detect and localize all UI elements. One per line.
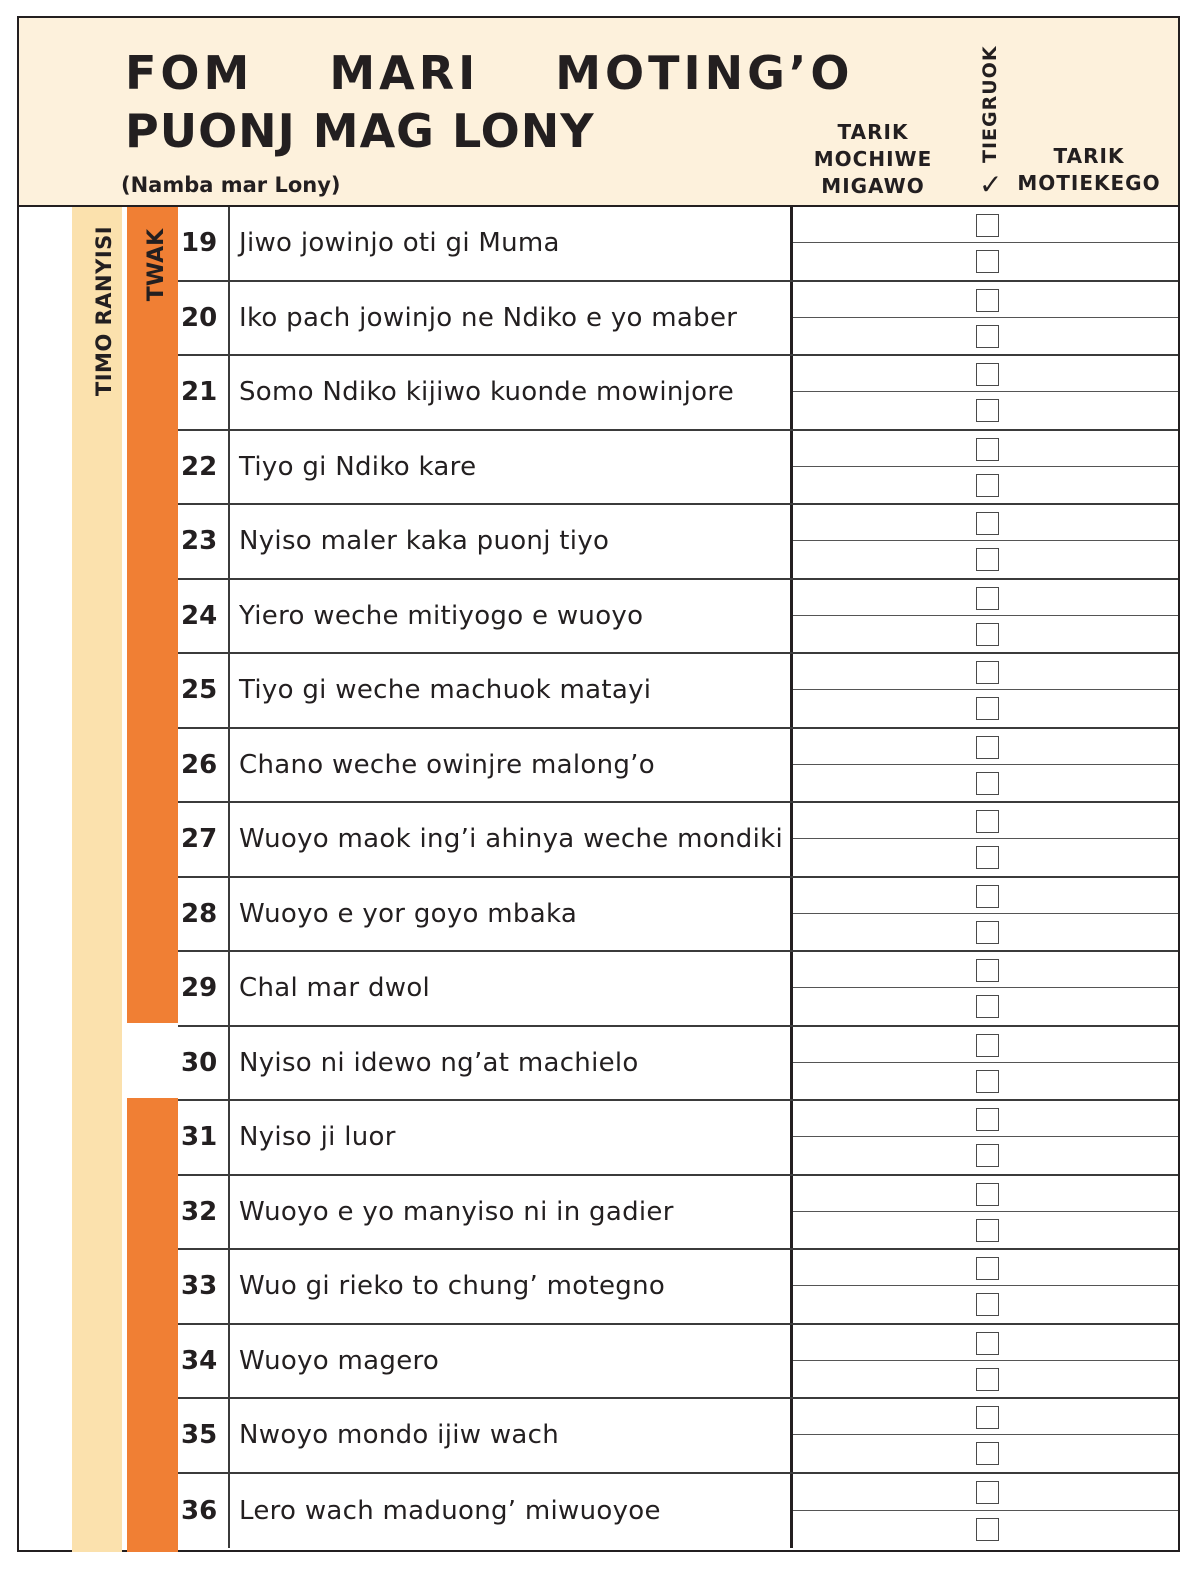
tracking-subrow [793,580,1178,616]
lesson-title: Nwoyo mondo ijiw wach [239,1420,560,1451]
lesson-row [178,356,1178,431]
tracking-subrow [793,207,1178,243]
column-divider [228,878,230,951]
lesson-title: Somo Ndiko kijiwo kuonde mowinjore [239,377,735,408]
tracking-subrow [793,765,1178,801]
exercise-checkbox[interactable] [976,548,999,571]
tracking-subrow [793,729,1178,765]
lesson-number: 30 [181,1047,218,1078]
tracking-subrow [793,1435,1178,1471]
exercise-checkbox[interactable] [976,623,999,646]
lesson-number: 21 [181,377,218,408]
exercise-checkbox[interactable] [976,697,999,720]
lesson-tracking-cells [790,1250,1178,1323]
lesson-tracking-cells [790,1325,1178,1398]
lesson-tracking-cells [790,803,1178,876]
column-divider [228,729,230,802]
lesson-row [178,282,1178,357]
exercise-checkbox[interactable] [976,1332,999,1355]
exercise-checkbox[interactable] [976,1257,999,1280]
tracking-subrow [793,1399,1178,1435]
category-band-inner [127,207,178,1023]
tracking-subrow [793,1176,1178,1212]
lesson-row [178,1474,1178,1549]
lesson-title: Nyiso ji luor [239,1122,396,1153]
exercise-checkbox[interactable] [976,363,999,386]
lesson-number: 35 [181,1420,218,1451]
lesson-title: Jiwo jowinjo oti gi Muma [239,228,560,259]
lesson-number: 25 [181,675,218,706]
lesson-title: Yiero weche mitiyogo e wuoyo [239,600,644,631]
lesson-title: Nyiso ni idewo ng’at machielo [239,1047,639,1078]
column-divider [228,1474,230,1549]
lesson-tracking-cells [790,654,1178,727]
column-divider [228,431,230,504]
lesson-row [178,1325,1178,1400]
tracking-subrow [793,1137,1178,1173]
exercise-checkbox[interactable] [976,1034,999,1057]
exercise-checkbox[interactable] [976,995,999,1018]
lesson-row [178,878,1178,953]
tracking-subrow [793,467,1178,503]
exercise-checkbox[interactable] [976,587,999,610]
exercise-checkbox[interactable] [976,214,999,237]
tracking-subrow [793,541,1178,577]
tracking-subrow [793,243,1178,279]
exercise-checkbox[interactable] [976,772,999,795]
exercise-checkbox[interactable] [976,399,999,422]
form-header [19,18,1178,207]
lesson-number: 34 [181,1345,218,1376]
column-header-date-assigned: TARIK MOCHIWE MIGAWO [813,120,933,198]
lesson-number: 27 [181,824,218,855]
exercise-checkbox[interactable] [976,250,999,273]
exercise-checkbox[interactable] [976,289,999,312]
tracking-subrow [793,282,1178,318]
column-divider [228,654,230,727]
lesson-tracking-cells [790,878,1178,951]
lesson-row [178,1399,1178,1474]
tracking-subrow [793,1027,1178,1063]
column-divider [228,1027,230,1100]
exercise-checkbox[interactable] [976,1442,999,1465]
lesson-number: 19 [181,228,218,259]
lesson-title: Lero wach maduong’ miwuoyoe [239,1495,661,1526]
category-band-inner-label: TWAK [144,228,169,302]
lesson-tracking-cells [790,1474,1178,1549]
form-title-line-2: PUONJ MAG LONY [125,104,595,158]
column-divider [228,356,230,429]
lesson-title: Wuoyo magero [239,1345,440,1376]
column-divider [228,282,230,355]
lesson-title: Iko pach jowinjo ne Ndiko e yo maber [239,302,738,333]
exercise-checkbox[interactable] [976,810,999,833]
lesson-number: 26 [181,749,218,780]
exercise-checkbox[interactable] [976,661,999,684]
tracking-subrow [793,356,1178,392]
lesson-row [178,580,1178,655]
tracking-subrow [793,878,1178,914]
column-divider [228,580,230,653]
form-title-line-1: FOM MARI MOTING’O [125,46,854,100]
exercise-checkbox[interactable] [976,885,999,908]
tracking-subrow [793,1511,1178,1548]
column-header-exercises: TIEGRUOK [979,45,1001,163]
exercise-checkbox[interactable] [976,512,999,535]
lesson-number: 29 [181,973,218,1004]
lesson-row [178,1027,1178,1102]
tracking-subrow [793,839,1178,875]
study-progress-form [17,16,1180,1552]
column-divider [228,803,230,876]
lesson-title: Wuoyo e yor goyo mbaka [239,898,578,929]
lesson-list [178,207,1178,1548]
lesson-number: 24 [181,600,218,631]
tracking-subrow [793,690,1178,726]
lesson-title: Chal mar dwol [239,973,431,1004]
lesson-row [178,207,1178,282]
exercise-checkbox[interactable] [976,959,999,982]
column-divider [228,1325,230,1398]
exercise-checkbox[interactable] [976,1293,999,1316]
exercise-checkbox[interactable] [976,921,999,944]
lesson-title: Tiyo gi weche machuok matayi [239,675,652,706]
category-band-inner [127,1098,178,1552]
exercise-checkbox[interactable] [976,1518,999,1541]
lesson-number: 20 [181,302,218,333]
tracking-subrow [793,988,1178,1024]
check-mark-icon: ✓ [979,168,1003,201]
tracking-subrow [793,616,1178,652]
form-subtitle: (Namba mar Lony) [121,173,341,197]
column-divider [228,1250,230,1323]
lesson-title: Tiyo gi Ndiko kare [239,451,477,482]
lesson-row [178,1176,1178,1251]
exercise-checkbox[interactable] [976,1108,999,1131]
tracking-subrow [793,1101,1178,1137]
lesson-title: Wuoyo maok ing’i ahinya weche mondiki [239,824,783,855]
tracking-subrow [793,1212,1178,1248]
exercise-checkbox[interactable] [976,1070,999,1093]
lesson-tracking-cells [790,356,1178,429]
lesson-number: 23 [181,526,218,557]
lesson-tracking-cells [790,1027,1178,1100]
tracking-subrow [793,318,1178,354]
lesson-title: Nyiso maler kaka puonj tiyo [239,526,610,557]
lesson-number: 31 [181,1122,218,1153]
lesson-row [178,505,1178,580]
lesson-tracking-cells [790,1399,1178,1472]
column-divider [228,505,230,578]
exercise-checkbox[interactable] [976,846,999,869]
tracking-subrow [793,1474,1178,1511]
tracking-subrow [793,803,1178,839]
tracking-subrow [793,1286,1178,1322]
lesson-row [178,654,1178,729]
lesson-tracking-cells [790,729,1178,802]
lesson-row [178,1101,1178,1176]
exercise-checkbox[interactable] [976,1144,999,1167]
column-divider [228,1399,230,1472]
exercise-checkbox[interactable] [976,1219,999,1242]
lesson-title: Chano weche owinjre malong’o [239,749,655,780]
column-divider [228,1101,230,1174]
lesson-title: Wuo gi rieko to chung’ motegno [239,1271,666,1302]
lesson-tracking-cells [790,505,1178,578]
exercise-checkbox[interactable] [976,1368,999,1391]
lesson-tracking-cells [790,282,1178,355]
exercise-checkbox[interactable] [976,1481,999,1504]
tracking-subrow [793,1250,1178,1286]
exercise-checkbox[interactable] [976,1406,999,1429]
exercise-checkbox[interactable] [976,1183,999,1206]
lesson-row [178,952,1178,1027]
lesson-title: Wuoyo e yo manyiso ni in gadier [239,1196,674,1227]
tracking-subrow [793,654,1178,690]
tracking-subrow [793,1063,1178,1099]
lesson-tracking-cells [790,1176,1178,1249]
tracking-subrow [793,914,1178,950]
lesson-tracking-cells [790,580,1178,653]
tracking-subrow [793,431,1178,467]
tracking-subrow [793,505,1178,541]
exercise-checkbox[interactable] [976,438,999,461]
tracking-subrow [793,1361,1178,1397]
exercise-checkbox[interactable] [976,736,999,759]
column-header-date-completed: TARIK MOTIEKEGO [1017,144,1161,195]
column-divider [228,207,230,280]
exercise-checkbox[interactable] [976,474,999,497]
lesson-tracking-cells [790,207,1178,280]
lesson-number: 33 [181,1271,218,1302]
lesson-row [178,729,1178,804]
column-divider [228,1176,230,1249]
exercise-checkbox[interactable] [976,325,999,348]
lesson-number: 36 [181,1495,218,1526]
lesson-number: 22 [181,451,218,482]
lesson-row [178,431,1178,506]
tracking-subrow [793,952,1178,988]
lesson-tracking-cells [790,952,1178,1025]
lesson-number: 32 [181,1196,218,1227]
tracking-subrow [793,1325,1178,1361]
lesson-tracking-cells [790,431,1178,504]
tracking-subrow [793,392,1178,428]
lesson-row [178,1250,1178,1325]
lesson-number: 28 [181,898,218,929]
lesson-row [178,803,1178,878]
lesson-tracking-cells [790,1101,1178,1174]
category-band-outer-label: TIMO RANYISI [92,225,116,397]
column-divider [228,952,230,1025]
